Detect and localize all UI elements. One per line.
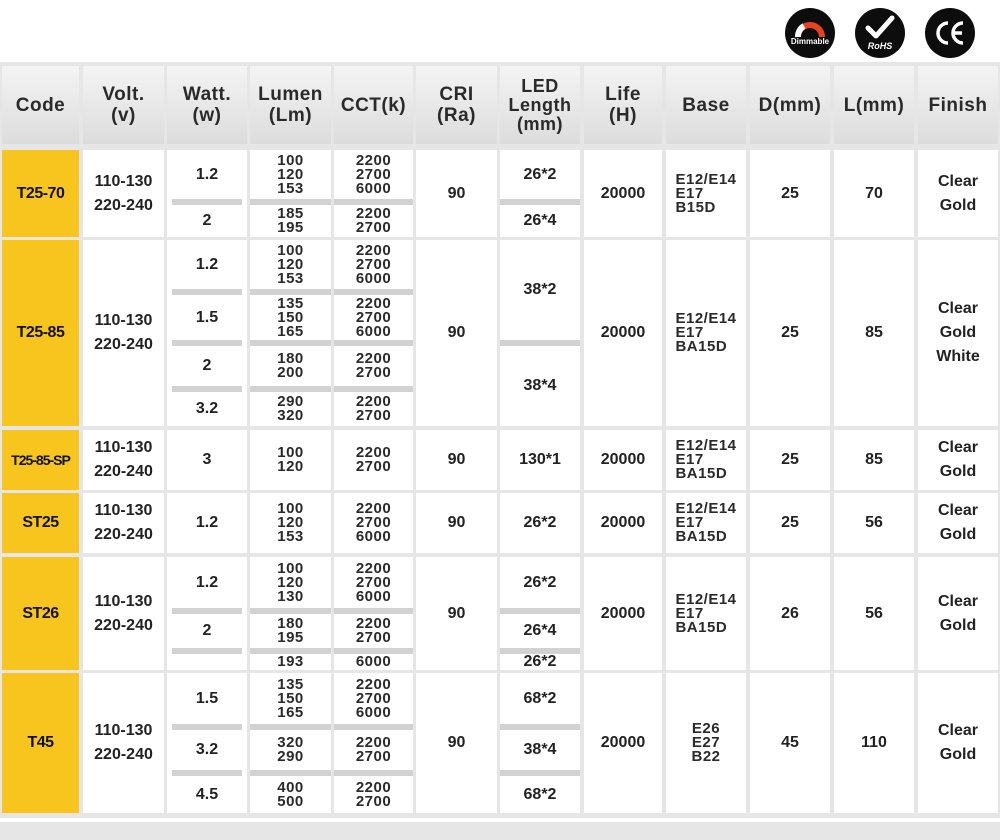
lumen-column-cell <box>250 557 331 670</box>
cct-value: 2200 2700 <box>355 734 392 765</box>
base-cell: E12/E14 E17 BA15D <box>666 493 746 553</box>
watt-value: 1.2 <box>195 514 219 531</box>
header-code: Code <box>2 66 79 144</box>
life-cell: 20000 <box>584 430 662 490</box>
cri-cell: 90 <box>416 150 497 237</box>
watt-value: 1.2 <box>195 573 219 591</box>
header-cct: CCT(k) <box>334 66 413 144</box>
watt-value: 3.2 <box>195 741 219 758</box>
cct-value: 6000 <box>355 653 392 670</box>
cct-value: 2200 2700 <box>355 778 392 810</box>
length-cell: 85 <box>834 240 914 426</box>
led-length-cell <box>500 673 580 813</box>
cct-column-cell <box>334 673 413 813</box>
cct-value: 2200 2700 6000 <box>355 559 392 605</box>
model-code: ST25 <box>2 493 79 553</box>
led-length-value: 38*2 <box>523 281 557 298</box>
led-length-cell <box>500 150 580 237</box>
base-cell: E12/E14 E17 B15D <box>666 150 746 237</box>
ce-icon <box>925 8 975 58</box>
watt-column-cell <box>167 430 247 490</box>
diameter-cell: 25 <box>750 430 830 490</box>
header-base: Base <box>666 66 746 144</box>
lumen-value: 185 195 <box>277 205 304 236</box>
watt-value <box>167 654 247 670</box>
led-length-value: 26*2 <box>523 165 557 183</box>
led-length-value: 68*2 <box>523 785 557 803</box>
finish-cell: Clear Gold <box>918 430 998 490</box>
lumen-value: 135 150 165 <box>277 294 304 340</box>
lumen-column-cell <box>250 673 331 813</box>
lumen-value: 320 290 <box>277 734 304 765</box>
base-cell: E12/E14 E17 BA15D <box>666 430 746 490</box>
diameter-cell: 25 <box>750 240 830 426</box>
header-l: L(mm) <box>834 66 914 144</box>
header-volt: Volt. (v) <box>83 66 164 144</box>
voltage-cell: 110-130 220-240 <box>83 430 164 490</box>
led-length-cell <box>500 493 580 553</box>
lumen-value: 100 120 130 <box>277 559 304 605</box>
voltage-cell: 110-130 220-240 <box>83 557 164 670</box>
diameter-cell: 25 <box>750 493 830 553</box>
header-life: Life (H) <box>584 66 662 144</box>
watt-value: 3.2 <box>195 400 219 417</box>
watt-value: 1.2 <box>195 255 219 273</box>
length-cell: 70 <box>834 150 914 237</box>
led-length-cell <box>500 557 580 670</box>
life-cell: 20000 <box>584 673 662 813</box>
cct-value: 2200 2700 6000 <box>355 241 392 287</box>
finish-cell: Clear Gold White <box>918 240 998 426</box>
watt-value: 3 <box>202 451 212 468</box>
watt-column-cell <box>167 240 247 426</box>
certification-badges <box>0 0 1000 62</box>
model-code: T25-85-SP <box>2 430 79 490</box>
lumen-value: 180 200 <box>277 350 304 381</box>
life-cell: 20000 <box>584 240 662 426</box>
lumen-value: 400 500 <box>277 778 304 810</box>
rohs-label: RoHS <box>867 41 893 51</box>
voltage-cell: 110-130 220-240 <box>83 240 164 426</box>
base-cell: E26 E27 B22 <box>666 673 746 813</box>
lumen-value: 193 <box>277 653 304 670</box>
rohs-icon <box>855 8 905 58</box>
cri-cell: 90 <box>416 493 497 553</box>
header-led: LED Length (mm) <box>500 66 580 144</box>
led-length-value: 26*4 <box>523 212 557 229</box>
cri-cell: 90 <box>416 673 497 813</box>
watt-value: 1.5 <box>195 308 219 326</box>
diameter-cell: 45 <box>750 673 830 813</box>
model-code: T45 <box>2 673 79 813</box>
header-lumen: Lumen (Lm) <box>250 66 331 144</box>
led-length-cell <box>500 430 580 490</box>
led-length-value: 68*2 <box>523 689 557 707</box>
life-cell: 20000 <box>584 150 662 237</box>
cct-value: 2200 2700 <box>355 350 392 381</box>
finish-cell: Clear Gold <box>918 673 998 813</box>
model-code: T25-70 <box>2 150 79 237</box>
lumen-value: 180 195 <box>277 615 304 646</box>
watt-column-cell <box>167 150 247 237</box>
finish-cell: Clear Gold <box>918 493 998 553</box>
lumen-value: 100 120 <box>277 444 304 475</box>
ce-mark-icon <box>934 21 966 45</box>
watt-value: 4.5 <box>195 785 219 803</box>
lumen-column-cell <box>250 150 331 237</box>
table-footer-band <box>0 818 1000 840</box>
cct-column-cell <box>334 430 413 490</box>
cri-cell: 90 <box>416 557 497 670</box>
length-cell: 56 <box>834 493 914 553</box>
watt-value: 2 <box>202 357 212 374</box>
led-length-value: 26*2 <box>523 573 557 591</box>
cct-value: 2200 2700 6000 <box>355 500 392 545</box>
life-cell: 20000 <box>584 493 662 553</box>
cri-cell: 90 <box>416 430 497 490</box>
dimmable-icon <box>785 8 835 58</box>
watt-column-cell <box>167 493 247 553</box>
diameter-cell: 26 <box>750 557 830 670</box>
base-cell: E12/E14 E17 BA15D <box>666 240 746 426</box>
led-length-value: 26*2 <box>523 653 557 670</box>
lumen-value: 100 120 153 <box>277 241 304 287</box>
watt-column-cell <box>167 673 247 813</box>
lumen-value: 135 150 165 <box>277 675 304 721</box>
finish-cell: Clear Gold <box>918 557 998 670</box>
cct-value: 2200 2700 <box>355 393 392 424</box>
dimmable-label: Dimmable <box>790 37 830 46</box>
lumen-value: 290 320 <box>277 393 304 424</box>
length-cell: 110 <box>834 673 914 813</box>
header-finish: Finish <box>918 66 998 144</box>
cct-column-cell <box>334 557 413 670</box>
lumen-column-cell <box>250 430 331 490</box>
model-code: ST26 <box>2 557 79 670</box>
watt-value: 2 <box>202 212 212 229</box>
cct-column-cell <box>334 150 413 237</box>
voltage-cell: 110-130 220-240 <box>83 493 164 553</box>
check-icon <box>864 14 896 42</box>
header-watt: Watt. (w) <box>167 66 247 144</box>
lumen-value: 100 120 153 <box>277 151 304 197</box>
cct-column-cell <box>334 240 413 426</box>
cri-cell: 90 <box>416 240 497 426</box>
cct-value: 2200 2700 6000 <box>355 675 392 721</box>
cct-value: 2200 2700 6000 <box>355 151 392 197</box>
length-cell: 56 <box>834 557 914 670</box>
led-length-cell <box>500 240 580 426</box>
watt-column-cell <box>167 557 247 670</box>
watt-value: 2 <box>202 622 212 639</box>
length-cell: 85 <box>834 430 914 490</box>
cct-value: 2200 2700 6000 <box>355 294 392 340</box>
lumen-column-cell <box>250 493 331 553</box>
led-length-value: 38*4 <box>523 377 557 394</box>
voltage-cell: 110-130 220-240 <box>83 150 164 237</box>
watt-value: 1.5 <box>195 689 219 707</box>
cct-value: 2200 2700 <box>355 615 392 646</box>
finish-cell: Clear Gold <box>918 150 998 237</box>
watt-value: 1.2 <box>195 165 219 183</box>
led-length-value: 26*4 <box>523 622 557 639</box>
model-code: T25-85 <box>2 240 79 426</box>
header-d: D(mm) <box>750 66 830 144</box>
cct-column-cell <box>334 493 413 553</box>
lumen-column-cell <box>250 240 331 426</box>
cct-value: 2200 2700 <box>355 205 392 236</box>
diameter-cell: 25 <box>750 150 830 237</box>
header-cri: CRI (Ra) <box>416 66 497 144</box>
led-length-value: 38*4 <box>523 741 557 758</box>
lumen-value: 100 120 153 <box>277 500 304 545</box>
cct-value: 2200 2700 <box>355 444 392 475</box>
base-cell: E12/E14 E17 BA15D <box>666 557 746 670</box>
led-length-value: 130*1 <box>519 451 561 468</box>
led-length-value: 26*2 <box>523 514 557 531</box>
voltage-cell: 110-130 220-240 <box>83 673 164 813</box>
life-cell: 20000 <box>584 557 662 670</box>
